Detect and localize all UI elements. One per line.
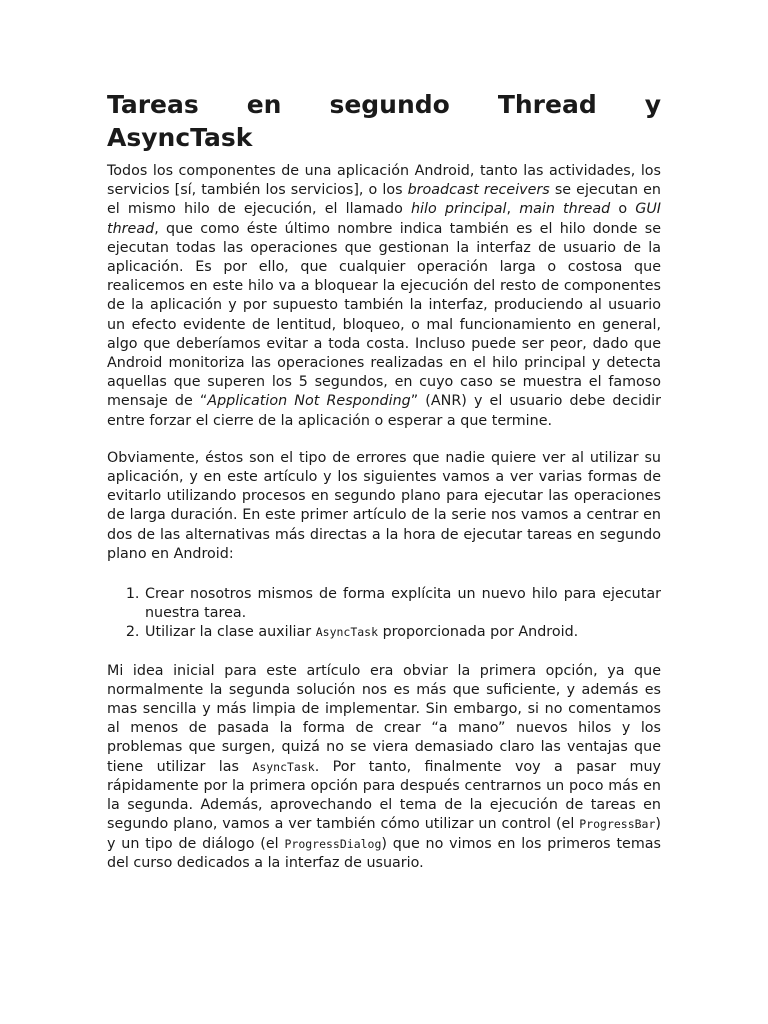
- page-title: [107, 88, 661, 154]
- paragraph-text: ) que no vimos en los primeros temas del curso dedicados a la interfaz de usuario.: [107, 835, 661, 871]
- title-word: y: [644, 90, 661, 119]
- code-text: AsyncTask: [315, 625, 379, 640]
- paragraph-text: ,: [506, 201, 520, 218]
- emphasis-text: hilo principal: [410, 201, 507, 218]
- emphasis-text: main thread: [519, 201, 611, 218]
- emphasis-text: Application Not Responding: [207, 393, 411, 410]
- code-text: ProgressBar: [579, 817, 656, 832]
- intro-paragraph: [107, 162, 661, 431]
- paragraph-text: Todos los componentes de una aplicación Android, tanto las actividades, los servicios [sí, también los servicios], o los: [107, 163, 661, 199]
- second-paragraph: Obviamente, éstos son el tipo de errores que nadie quiere ver al utilizar su aplicación, y en este artículo y los siguientes vamos a ver varias formas de evitarlo utilizando procesos en segundo plano para ejecutar las operaciones de larga duración. En este primer artículo de la serie nos vamos a centrar en dos de las alternativas más directas a la hora de ejecutar tareas en segundo plano en Android:: [107, 449, 661, 562]
- code-text: AsyncTask: [252, 759, 315, 774]
- paragraph-text: , que como éste último nombre indica también es el hilo donde se ejecutan todas las operaciones que gestionan la interfaz de usuario de la aplicación. Es por ello, que cualquier operación larga o costosa que realicemos en este hilo va a bloquear la ejecución del resto de componentes de la aplicación y por supuesto también la interfaz, produciendo al usuario un efecto evidente de lentitud, bloqueo, o mal funcionamiento en general, algo que deberíamos evitar a toda costa. Incluso puede ser peor, dado que Android monitoriza las operaciones realizadas en el hilo principal y detecta aquellas que superen los 5 segundos, en cuyo caso se muestra el famoso mensaje de “: [107, 220, 661, 410]
- paragraph-text: . Por tanto, finalmente voy a pasar muy rápidamente por la primera opción para después centrarnos un poco más en la segunda. Además, aprovechando el tema de la ejecución de tareas en segundo plano, vamos a ver también cómo utilizar un control (el: [107, 758, 661, 833]
- list-item-text: proporcionada por Android.: [378, 624, 579, 641]
- emphasis-text: broadcast receivers: [407, 182, 550, 199]
- alternatives-list: [107, 585, 661, 643]
- title-word: Tareas: [107, 90, 199, 119]
- paragraph-text: ) y un tipo de diálogo (el: [107, 816, 661, 852]
- title-line-1: [107, 88, 661, 121]
- list-item-text: Crear nosotros mismos de forma explícita un nuevo hilo para ejecutar nuestra tarea.: [145, 586, 661, 622]
- document-page: [107, 88, 661, 873]
- list-item: [144, 585, 661, 623]
- paragraph-text: se ejecutan en el mismo hilo de ejecución, el llamado: [107, 182, 661, 218]
- list-item-text: Utilizar la clase auxiliar: [145, 624, 316, 641]
- third-paragraph: [107, 662, 661, 873]
- title-word: segundo: [329, 90, 450, 119]
- paragraph-text: ” (ANR) y el usuario debe decidir entre forzar el cierre de la aplicación o esperar a que termine.: [107, 393, 661, 429]
- title-word: Thread: [497, 90, 597, 119]
- paragraph-text: Mi idea inicial para este artículo era obviar la primera opción, ya que normalmente la segunda solución nos es más que suficiente, y además es mas sencilla y más limpia de implementar. Sin embargo, si no comentamos al menos de pasada la forma de crear “a mano” nuevos hilos y los problemas que surgen, quizá no se viera demasiado claro las ventajas que tiene utilizar las: [107, 662, 661, 775]
- list-item: [144, 623, 661, 642]
- code-text: ProgressDialog: [284, 836, 382, 851]
- title-line-2: AsyncTask: [107, 123, 253, 152]
- title-word: en: [246, 90, 282, 119]
- emphasis-text: GUI thread: [107, 201, 661, 237]
- paragraph-text: o: [610, 201, 636, 218]
